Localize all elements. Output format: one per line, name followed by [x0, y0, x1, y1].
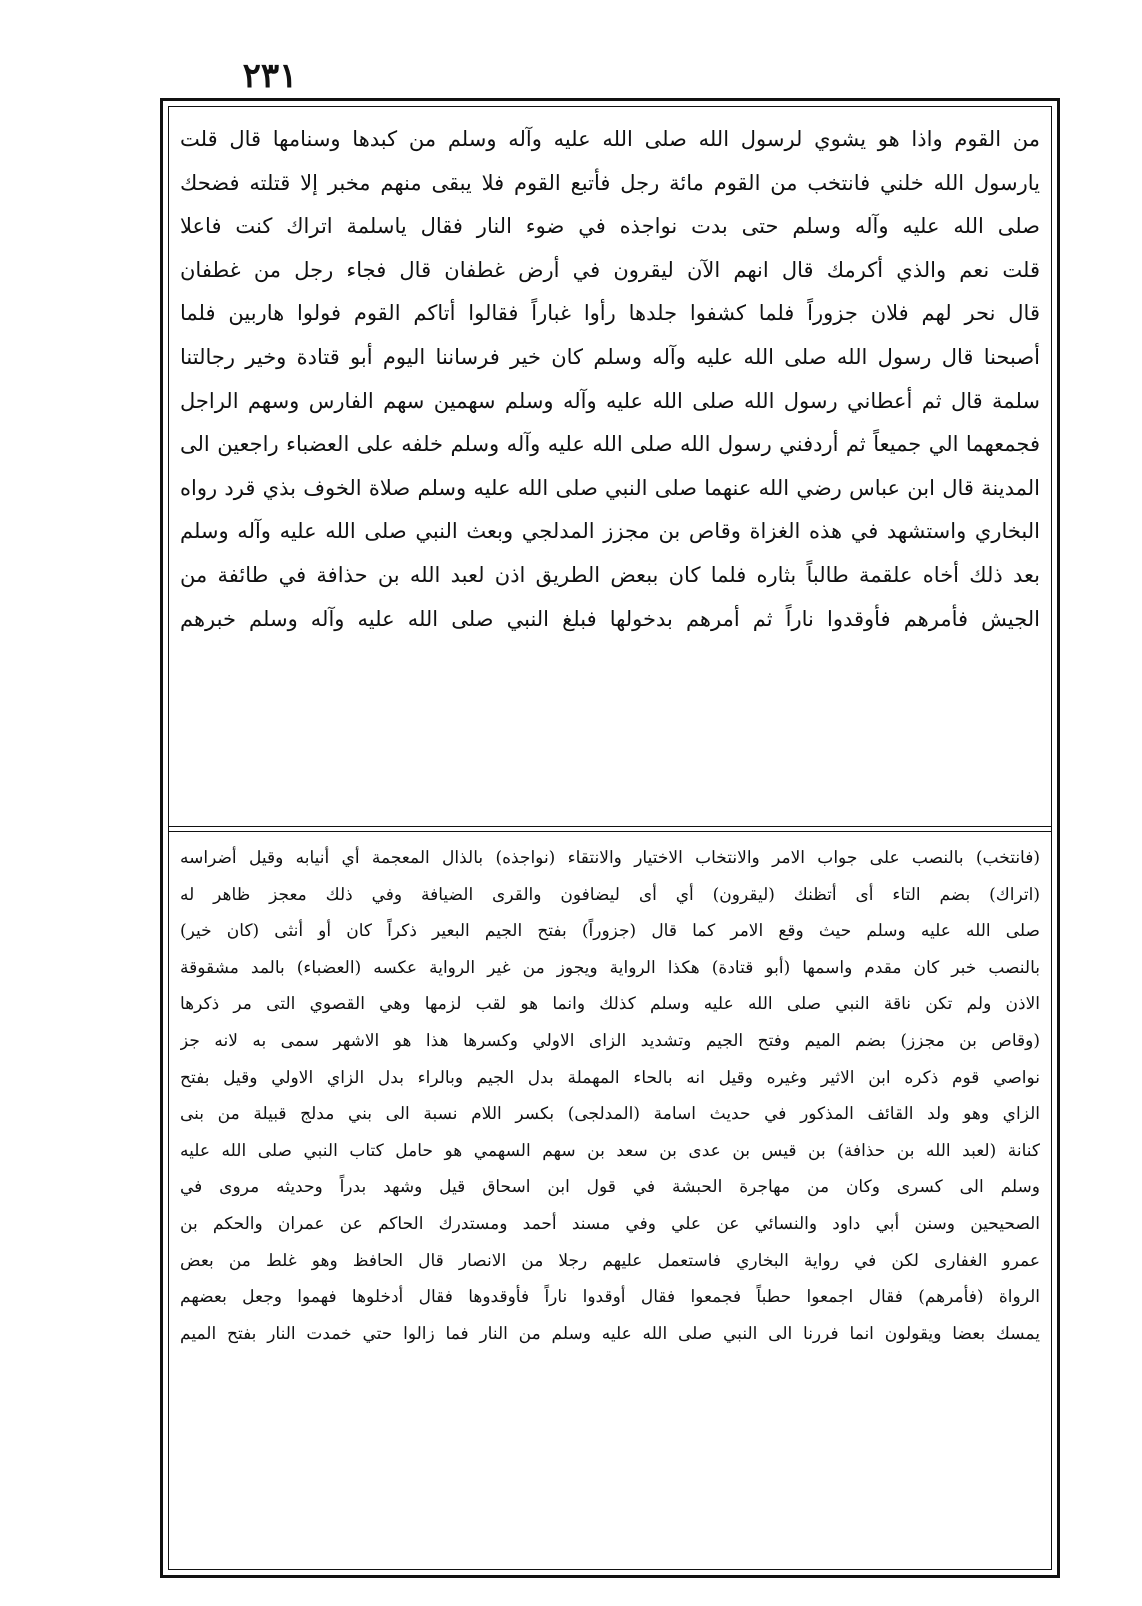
main-text-line: يارسول الله خلني فانتخب من القوم مائة رجل فأتبع القوم فلا يبقى منهم مخبر إلا قتلته فضحك [180, 170, 1040, 195]
section-divider [168, 831, 1052, 832]
main-text-line: من القوم واذا هو يشوي لرسول الله صلى الله عليه وآله وسلم من كبدها وسنامها قال قلت [180, 127, 1040, 151]
commentary-line: صلى الله عليه وسلم حيث وقع الامر كما قال (جزوراً) بفتح الجيم البعير ذكراً كان أو أنثى (كان خير) [180, 921, 1040, 942]
main-text-block [180, 118, 1040, 641]
main-text-line: أصبحنا قال رسول الله صلى الله عليه وآله وسلم كان خير فرساننا اليوم أبو قتادة وخير رجالتنا [180, 344, 1040, 369]
commentary-line: الاذن ولم تكن ناقة النبي صلى الله عليه وسلم كذلك وانما هو لقب لزمها وهي القصوي التى مر ذكرها [180, 994, 1040, 1015]
commentary-line: عمرو الغفارى لكن في رواية البخاري فاستعمل عليهم رجلا من الانصار قال الحافظ وهو غلط من بعض [180, 1250, 1040, 1271]
commentary-line: (اتراك) بضم التاء أى أتظنك (ليقرون) أي أى ليضافون والقرى الضيافة وفي ذلك معجز ظاهر له [180, 884, 1040, 905]
main-text-line: سلمة قال ثم أعطاني رسول الله صلى الله عليه وآله وسلم سهمين سهم الفارس وسهم الراجل [180, 388, 1040, 413]
main-text-line: بعد ذلك أخاه علقمة طالباً بثاره فلما كان ببعض الطريق اذن لعبد الله بن حذافة في طائفة من [180, 562, 1040, 587]
main-text-line: المدينة قال ابن عباس رضي الله عنهما صلى النبي صلى الله عليه وسلم صلاة الخوف بذي قرد رواه [180, 475, 1040, 500]
commentary-line: بالنصب خبر كان مقدم واسمها (أبو قتادة) هكذا الرواية ويجوز من غير الرواية عكسه (العضباء) بالمد مشقوقة [180, 957, 1040, 978]
main-text-line: قلت نعم والذي أكرمك قال انهم الآن ليقرون في أرض غطفان قال فجاء رجل من غطفان [180, 257, 1040, 282]
commentary-line: وسلم الى كسرى وكان من مهاجرة الحبشة في قول ابن اسحاق قيل وشهد بدراً وحديثه مروى في [180, 1177, 1040, 1198]
main-text-line: فجمعهما الي جميعاً ثم أردفني رسول الله صلى الله عليه وآله وسلم خلفه على العضباء راجعين الى [180, 432, 1040, 457]
main-text-line: صلى الله عليه وآله وسلم حتى بدت نواجذه في ضوء النار فقال ياسلمة اتراك كنت فاعلا [180, 214, 1040, 239]
page-number: ٢٣١ [242, 56, 298, 96]
main-text-line: قال نحر لهم فلان جزوراً فلما كشفوا جلدها رأوا غباراً فقالوا أتاكم القوم فولوا هاربين فلما [180, 301, 1040, 326]
commentary-line: نواصي قوم ذكره ابن الاثير وغيره وقيل انه بالحاء المهملة بدل الجيم وبالراء بدل الزاي الاولي وقيل بفتح [180, 1067, 1040, 1088]
commentary-line: الصحيحين وسنن أبي داود والنسائي عن علي وفي مسند أحمد ومستدرك الحاكم عن عمران والحكم بن [180, 1213, 1040, 1234]
commentary-line: يمسك بعضا ويقولون انما فررنا الى النبي صلى الله عليه وسلم من النار فما زالوا حتي خمدت النار بفتح الميم [180, 1323, 1040, 1344]
commentary-line: الرواة (فأمرهم) فقال اجمعوا حطباً فجمعوا فقال أوقدوا ناراً فأوقدوها فقال أدخلوها فهموا وجعل بعضهم [180, 1287, 1040, 1308]
commentary-line: (وقاص بن مجزز) بضم الميم وفتح الجيم وتشديد الزاى الاولي وكسرها هذا هو الاشهر سمى به لانه جز [180, 1030, 1040, 1051]
commentary-line: (فانتخب) بالنصب على جواب الامر والانتخاب الاختيار والانتقاء (نواجذه) بالذال المعجمة أي أنيابه وقيل أضراسه [180, 848, 1040, 868]
commentary-block [180, 840, 1040, 1352]
section-divider [168, 826, 1052, 827]
commentary-line: الزاي وهو ولد القائف المذكور في حديث اسامة (المدلجى) بكسر اللام نسبة الى بني مدلج قبيلة من بنى [180, 1104, 1040, 1125]
commentary-line: كنانة (لعبد الله بن حذافة) بن قيس بن عدى بن سعد بن سهم السهمي هو حامل كتاب النبي صلى الله عليه [180, 1140, 1040, 1161]
main-text-line: الجيش فأمرهم فأوقدوا ناراً ثم أمرهم بدخولها فبلغ النبي صلى الله عليه وآله وسلم خبرهم [180, 606, 1040, 631]
main-text-line: البخاري واستشهد في هذه الغزاة وقاص بن مجزز المدلجي وبعث النبي صلى الله عليه وآله وسلم [180, 519, 1040, 544]
